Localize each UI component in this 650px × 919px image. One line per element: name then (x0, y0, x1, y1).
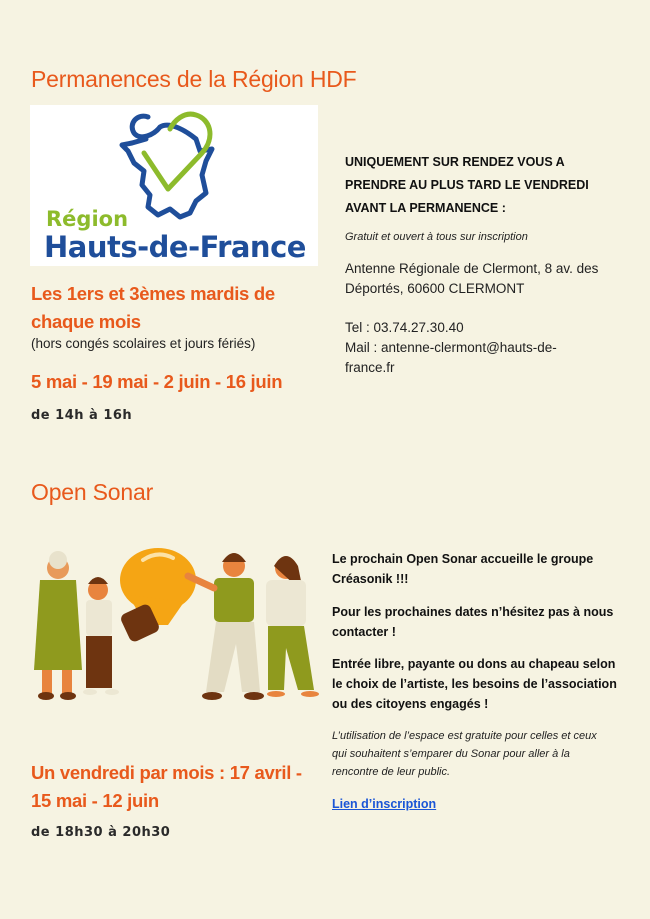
open-sonar-schedule (31, 759, 302, 815)
france-heart-map-icon (30, 105, 318, 266)
schedule-line: Un vendredi par mois : 17 avril - (31, 762, 302, 783)
phone-number: Tel : 03.74.27.30.40 (345, 320, 464, 335)
schedule-line: 15 mai - 12 juin (31, 790, 159, 811)
section-title-open-sonar: Open Sonar (31, 479, 154, 505)
free-note: Gratuit et ouvert à tous sur inscription (345, 231, 528, 243)
contact-info (345, 318, 557, 378)
text-line: rencontre de leur public. (332, 766, 451, 778)
permanence-schedule-title: Les 1ers et 3èmes mardis de chaque mois (31, 283, 275, 332)
text-line: le choix de l’artiste, les besoins de l’association (332, 677, 617, 691)
permanence-hours: de 14h à 16h (31, 408, 133, 423)
open-sonar-contact (332, 602, 613, 642)
people-lightbulb-illustration (28, 540, 328, 710)
text-line: ou des citoyens engagés ! (332, 697, 489, 711)
permanence-schedule-note: (hors congés scolaires et jours fériés) (31, 336, 256, 351)
open-sonar-hours: de 18h30 à 20h30 (31, 825, 171, 840)
text-line: Entrée libre, payante ou dons au chapeau selon (332, 657, 616, 671)
notice-line: UNIQUEMENT SUR RENDEZ VOUS A (345, 155, 565, 169)
text-line: L’utilisation de l’espace est gratuite pour celles et ceux (332, 730, 597, 742)
notice-line: PRENDRE AU PLUS TARD LE VENDREDI (345, 178, 589, 192)
text-line: qui souhaitent s’emparer du Sonar pour aller à la (332, 748, 570, 760)
text-line: Pour les prochaines dates n’hésitez pas à nous (332, 605, 614, 619)
text-line: contacter ! (332, 625, 396, 639)
address-line: Antenne Régionale de Clermont, 8 av. des (345, 261, 599, 276)
address-line: Déportés, 60600 CLERMONT (345, 281, 525, 296)
email-line: france.fr (345, 360, 395, 375)
logo-region-text: Région (46, 207, 129, 231)
permanence-dates: 5 mai - 19 mai - 2 juin - 16 juin (31, 371, 283, 392)
registration-link[interactable]: Lien d’inscription (332, 797, 437, 811)
section-title-permanences: Permanences de la Région HDF (31, 66, 357, 92)
region-hdf-logo (30, 105, 318, 266)
logo-hdf-text: Hauts-de-France (44, 230, 306, 264)
text-line: Le prochain Open Sonar accueille le groupe (332, 552, 594, 566)
open-sonar-usage-note (332, 727, 597, 781)
open-sonar-entry (332, 654, 617, 714)
address (345, 259, 598, 299)
notice-line: AVANT LA PERMANENCE : (345, 201, 506, 215)
text-line: Créasonik !!! (332, 572, 409, 586)
email-line: Mail : antenne-clermont@hauts-de- (345, 340, 557, 355)
appointment-notice (345, 151, 589, 220)
open-sonar-announcement (332, 549, 593, 589)
